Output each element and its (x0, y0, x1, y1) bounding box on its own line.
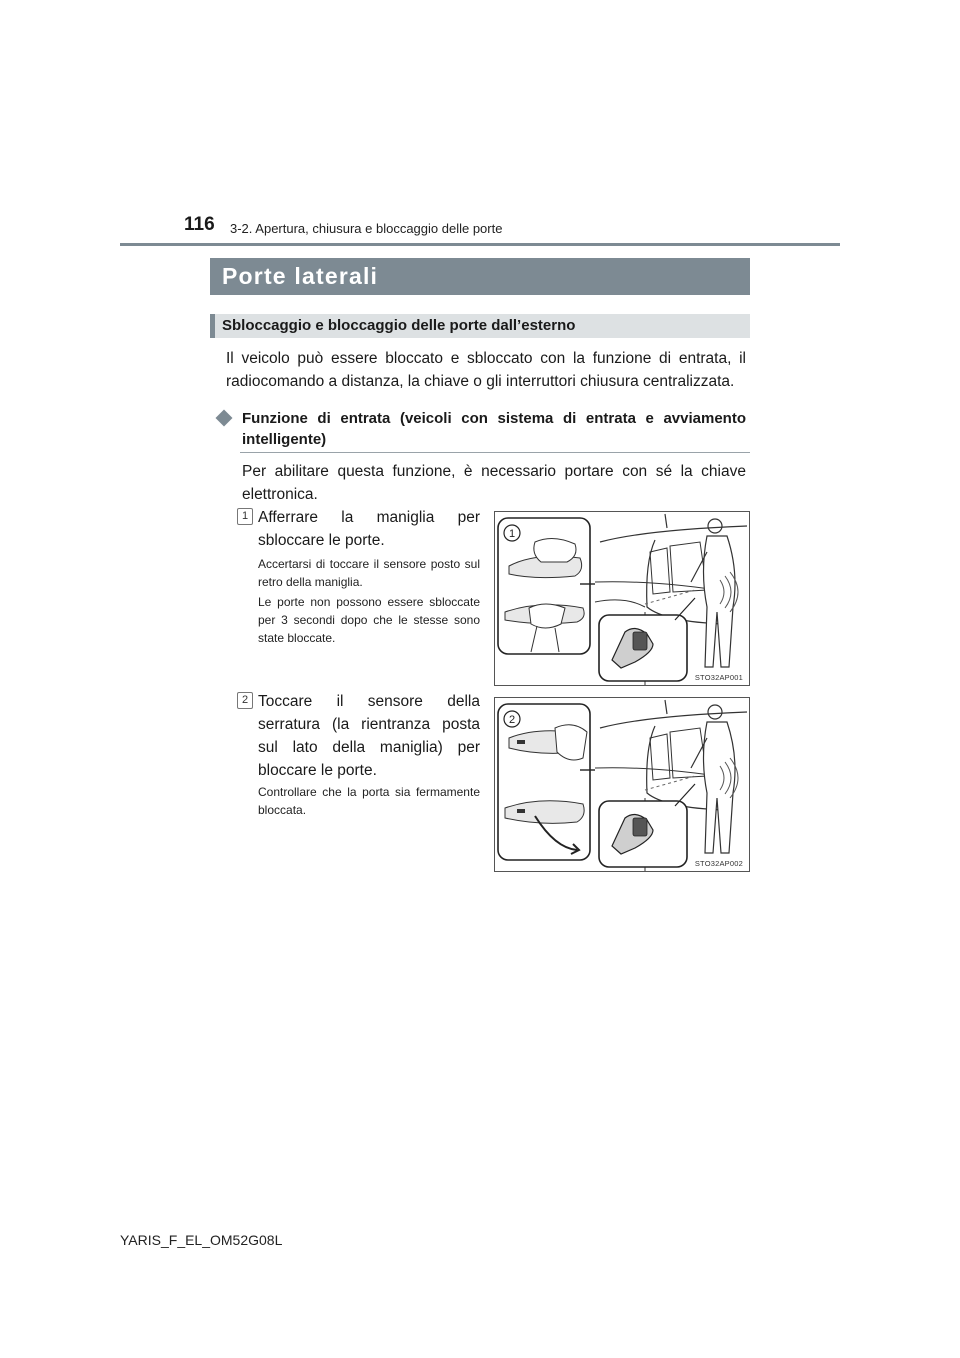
diamond-bullet-icon (216, 410, 233, 427)
feature-title: Funzione di entrata (veicoli con sistema di entrata e avviamento intelligente) (242, 410, 746, 448)
illustration-unlock (494, 511, 750, 686)
subsection-title: Sbloccaggio e bloccaggio delle porte dall’esterno (210, 314, 750, 338)
step-note: Accertarsi di toccare il sensore posto sul retro della maniglia. (258, 557, 480, 589)
section-title: Porte laterali (210, 258, 750, 295)
step-note: Controllare che la porta sia fermamente bloccata. (258, 785, 480, 817)
feature-heading (218, 408, 746, 450)
feature-description: Per abilitare questa funzione, è necessario portare con sé la chiave elettronica. (242, 463, 746, 503)
step-note: Le porte non possono essere sbloccate per 3 secondi dopo che le stesse sono state bloccate. (258, 595, 480, 645)
step-title: Toccare il sensore della serratura (la rientranza posta sul lato della maniglia) per bloccare le porte. (258, 693, 480, 779)
breadcrumb: 3-2. Apertura, chiusura e bloccaggio delle porte (230, 221, 503, 236)
feature-divider (240, 452, 750, 453)
step-number-badge: 1 (237, 508, 253, 525)
figure-code: STO32AP001 (694, 673, 743, 682)
footer-doc-code: YARIS_F_EL_OM52G08L (120, 1232, 283, 1248)
page-number: 116 (184, 214, 215, 235)
figure-code: STO32AP002 (694, 859, 743, 868)
svg-text:1: 1 (508, 528, 516, 540)
step-number-badge: 2 (237, 692, 253, 709)
header-divider (120, 243, 840, 246)
lock-illustration-svg (495, 698, 750, 872)
step-title: Afferrare la maniglia per sbloccare le porte. (258, 509, 480, 549)
subsection-intro: Il veicolo può essere bloccato e sbloccato con la funzione di entrata, il radiocomando a distanza, la chiave o gli interruttori chiusura centralizzata. (226, 350, 746, 390)
svg-text:2: 2 (508, 714, 516, 726)
unlock-illustration-svg (495, 512, 750, 686)
illustration-lock (494, 697, 750, 872)
